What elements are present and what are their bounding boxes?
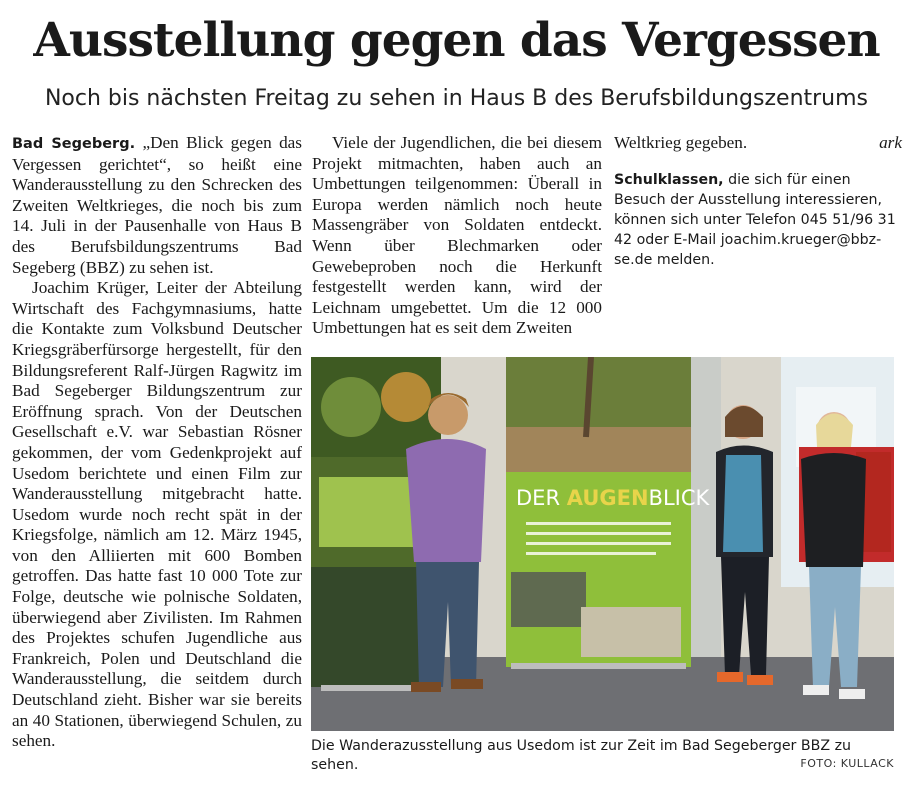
paragraph-1-text: „Den Blick gegen das Vergessen gerichtet“, so heißt eine Wanderausstellung zu den Schrecken des Zweiten Weltkrieges, die noch bis zum 14. Juli in der Pausenhalle von Haus B des Berufsbildungszentrums Bad Segeberg (BBZ) zu sehen ist. (12, 133, 302, 277)
woman-top (723, 455, 763, 552)
subheadline: Noch bis nächsten Freitag zu sehen in Haus B des Berufsbildungszentrums (44, 86, 869, 111)
banner-text-line (526, 542, 671, 545)
photo-caption: Die Wanderazusstellung aus Usedom ist zur Zeit im Bad Segeberger BBZ zu sehen. (311, 738, 852, 773)
man-shoe (451, 679, 483, 689)
left-banner-foliage (321, 377, 381, 437)
woman-shoe (717, 672, 743, 682)
girl-shoe (839, 689, 865, 699)
info-box (614, 170, 902, 270)
article-column-3 (614, 133, 902, 270)
girl-top (801, 453, 866, 567)
banner-title-part1: DER (516, 486, 567, 510)
center-banner-ground (506, 427, 691, 472)
author-initials: ark (879, 133, 902, 152)
paragraph-2-text: Joachim Krüger, Leiter der Abteilung Wirtschaft des Fachgymnasiums, hatte die Kontakte zum Volksbund Deutscher Kriegsgräberfürsorge hergestellt, für den Bildungsreferent Ralf-Jürgen Ragwitz im Bad Segeberger Bildungszentrum zur Eröffnung sprach. Von der Deutschen Gesellschaft e.V. war Sebastian Rösner gekommen, der vom Gedenkprojekt auf Usedom berichtete und einen Film zur Wanderausstellung mitgebracht hatte. Usedom wurde noch recht spät in der Kriegsfolge, nämlich am 12. März 1945, von den Alliierten mit 600 Bomben getroffen. Das hatte fast 10 000 Tote zur Folge, deutsche wie polnische Soldaten, überwiegend aber Zivilisten. Im Rahmen des Projektes schufen Jugendliche aus Frankreich, Polen und Deutschland die Wanderausstellung, die seitdem durch Deutschland zieht. Bisher war sie bereits an 40 Stationen, überwiegend Schulen, zu sehen. (12, 278, 302, 751)
woman-shoe (747, 675, 773, 685)
headline: Ausstellung gegen das Vergessen (33, 13, 880, 68)
girl-shoe (803, 685, 829, 695)
banner-text-line (526, 532, 671, 535)
banner-inset-photo-2 (581, 607, 681, 657)
dateline: Bad Segeberg. (12, 136, 136, 152)
banner-title-part2: AUGEN (566, 486, 649, 510)
man-shirt (406, 439, 486, 562)
paragraph-3-text-continued: Weltkrieg gegeben. (614, 133, 748, 152)
article-paragraph-3-continued (614, 133, 902, 154)
banner-title-part3: BLICK (648, 486, 710, 510)
article-paragraph-3 (312, 133, 602, 339)
article-paragraph-2 (12, 278, 302, 752)
info-label: Schulklassen, (614, 171, 724, 188)
center-banner-stand (511, 663, 686, 669)
article-column-2 (312, 133, 602, 339)
photo-credit: FOTO: KULLACK (800, 757, 894, 770)
left-banner-foliage-2 (381, 372, 431, 422)
article-paragraph-1 (12, 133, 302, 278)
info-text: die sich für einen Besuch der Ausstellung interessieren, können sich unter Telefon 045 51/96 31 42 oder E-Mail joachim.krueger@bbz-se.de melden. (614, 171, 896, 268)
photo-illustration (311, 357, 894, 731)
exhibition-photo (311, 357, 894, 731)
banner-text-line (526, 522, 671, 525)
banner-inset-photo (511, 572, 586, 627)
banner-title (516, 486, 711, 510)
paragraph-3-text: Viele der Jugendlichen, die bei diesem Projekt mitmachten, haben auch an Umbettungen teilgenommen: Überall in Europa werden nämlich noch heute Massengräber von Soldaten entdeckt. Wenn über Blechmarken oder Gewebeproben noch die Herkunft festgestellt werden kann, wird der Leichnam umgebettet. Um die 12 000 Umbettungen hat es seit dem Zweiten (312, 133, 602, 338)
banner-text-line (526, 552, 656, 555)
man-head (428, 395, 468, 435)
man-shoe (411, 682, 441, 692)
article-column-1 (12, 133, 302, 752)
